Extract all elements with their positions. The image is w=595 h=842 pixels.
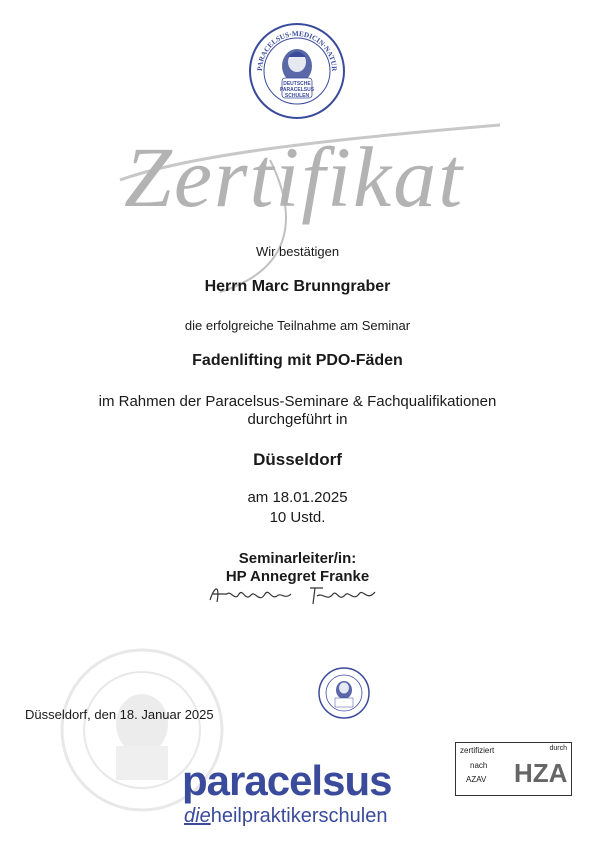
svg-text:PARACELSUS: PARACELSUS (279, 87, 315, 93)
participation-text: die erfolgreiche Teilnahme am Seminar (184, 318, 411, 333)
svg-text:HZA: HZA (514, 758, 567, 788)
seminar-hours: 10 Ustd. (269, 509, 326, 526)
cert-by: durch (549, 745, 567, 752)
recipient-name: Herrn Marc Brunngraber (204, 278, 391, 295)
leader-label: Seminarleiter/in: (238, 550, 357, 567)
seal-top-text: PARACELSUS·MEDICIN·NATUR (255, 29, 339, 72)
framework-line-1: im Rahmen der Paracelsus-Seminare & Fachqualifikationen (98, 393, 497, 410)
paracelsus-seal-small (318, 667, 370, 719)
certificate-title (100, 100, 510, 300)
azav-certification-badge (455, 742, 572, 796)
hza-logo (512, 754, 567, 790)
seminar-city: Düsseldorf (253, 450, 342, 469)
cert-line-1: zertifiziert (460, 746, 495, 755)
framework-line-2: durchgeführt in (247, 411, 348, 428)
logo-sub-text: dieheilpraktikerschulen (184, 805, 388, 827)
leader-name: HP Annegret Franke (225, 568, 370, 585)
course-title: Fadenlifting mit PDO-Fäden (192, 352, 403, 369)
cert-line-2: nach (470, 761, 488, 770)
cert-line-3: AZAV (466, 775, 487, 784)
confirm-text: Wir bestätigen (255, 244, 340, 259)
certificate-title-text: Zertifikat (124, 129, 465, 225)
leader-signature (205, 580, 385, 610)
svg-text:DEUTSCHE: DEUTSCHE (283, 81, 311, 87)
svg-text:SCHULEN: SCHULEN (284, 93, 310, 99)
seminar-date: am 18.01.2025 (247, 489, 348, 506)
logo-main-text: paracelsus (182, 757, 392, 804)
place-date: Düsseldorf, den 18. Januar 2025 (25, 707, 214, 722)
paracelsus-logo (182, 757, 422, 837)
